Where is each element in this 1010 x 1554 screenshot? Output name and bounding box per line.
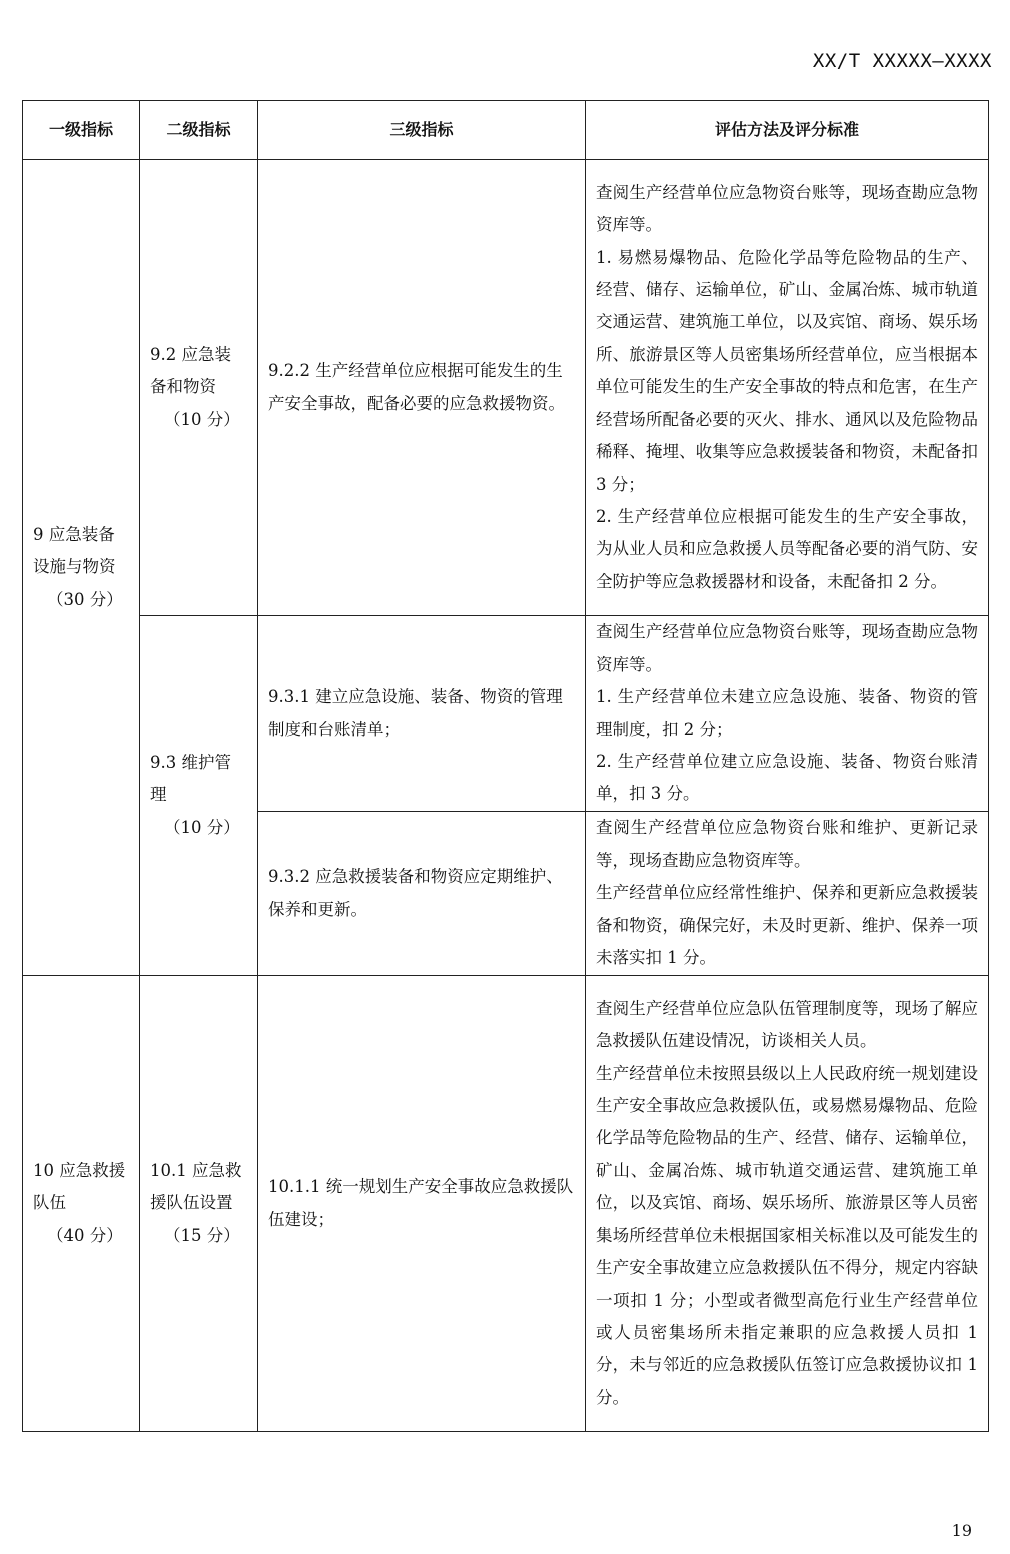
level3-cell-9-3-1: 9.3.1 建立应急设施、装备、物资的管理制度和台账清单； [258, 616, 586, 812]
method-paragraph: 查阅生产经营单位应急队伍管理制度等，现场了解应急救援队伍建设情况，访谈相关人员。 [596, 998, 978, 1051]
method-cell-9-3-1 [586, 616, 989, 812]
header-method: 评估方法及评分标准 [586, 101, 989, 160]
level3-cell-9-2-2: 9.2.2 生产经营单位应根据可能发生的生产安全事故，配备必要的应急救援物资。 [258, 160, 586, 616]
method-paragraph: 2. 生产经营单位应根据可能发生的生产安全事故，为从业人员和应急救援人员等配备必要的消气防、安全防护等应急救援器材和设备，未配备扣 2 分。 [596, 506, 978, 591]
level3-cell-9-3-2: 9.3.2 应急救援装备和物资应定期维护、保养和更新。 [258, 812, 586, 976]
level2-cell-9-2 [140, 160, 258, 616]
level2-title: 10.1 应急救援队伍设置 [150, 1160, 242, 1213]
page-number: 19 [951, 1521, 972, 1540]
level1-score: （30 分） [47, 589, 123, 609]
level1-title: 10 应急救援队伍 [33, 1160, 126, 1213]
level1-score: （40 分） [47, 1225, 123, 1245]
level2-score: （10 分） [164, 409, 240, 429]
method-cell-9-3-2 [586, 812, 989, 976]
level1-cell-10 [23, 976, 140, 1432]
method-paragraph: 2. 生产经营单位建立应急设施、装备、物资台账清单，扣 3 分。 [596, 751, 978, 804]
table-row [23, 616, 989, 812]
document-code: XX/T XXXXX—XXXX [812, 50, 992, 72]
method-paragraph: 查阅生产经营单位应急物资台账等，现场查勘应急物资库等。 [596, 622, 978, 674]
method-paragraph: 1. 生产经营单位未建立应急设施、装备、物资的管理制度，扣 2 分； [596, 687, 978, 739]
method-paragraph: 生产经营单位未按照县级以上人民政府统一规划建设生产安全事故应急救援队伍，或易燃易爆物品、危险化学品等危险物品的生产、经营、储存、运输单位，矿山、金属冶炼、城市轨道交通运营、建筑施工单位，以及宾馆、商场、娱乐场所、旅游景区等人员密集场所经营单位未根据国家相关标准以及可能发生的生产安全事故建立应急救援队伍不得分，规定内容缺一项扣 1 分；小型或者微型高危行业生产经营单位或人员密集场所未指定兼职的应急救援人员扣 1 分，未与邻近的应急救援队伍签订应急救援协议扣 1 分。 [596, 1063, 978, 1407]
method-cell-10-1-1 [586, 976, 989, 1432]
table-row [23, 160, 989, 616]
method-paragraph: 查阅生产经营单位应急物资台账和维护、更新记录等，现场查勘应急物资库等。 [596, 818, 978, 870]
level1-title: 9 应急装备设施与物资 [33, 524, 116, 577]
level2-title: 9.3 维护管理 [150, 752, 231, 805]
level2-score: （15 分） [164, 1225, 240, 1245]
level2-title: 9.2 应急装备和物资 [150, 344, 231, 397]
level2-cell-10-1 [140, 976, 258, 1432]
level3-cell-10-1-1: 10.1.1 统一规划生产安全事故应急救援队伍建设； [258, 976, 586, 1432]
level2-score: （10 分） [164, 817, 240, 837]
level2-cell-9-3 [140, 616, 258, 976]
level1-cell-9 [23, 160, 140, 976]
header-level3: 三级指标 [258, 101, 586, 160]
table-header-row [23, 101, 989, 160]
method-paragraph: 生产经营单位应经常性维护、保养和更新应急救援装备和物资，确保完好，未及时更新、维护、保养一项未落实扣 1 分。 [596, 883, 978, 968]
method-paragraph: 1. 易燃易爆物品、危险化学品等危险物品的生产、经营、储存、运输单位，矿山、金属冶炼、城市轨道交通运营、建筑施工单位，以及宾馆、商场、娱乐场所、旅游景区等人员密集场所经营单位，应当根据本单位可能发生的生产安全事故的特点和危害，在生产经营场所配备必要的灭火、排水、通风以及危险物品稀释、掩埋、收集等应急救援装备和物资，未配备扣 3 分； [596, 247, 978, 494]
method-paragraph: 查阅生产经营单位应急物资台账等，现场查勘应急物资库等。 [596, 182, 978, 235]
header-level1: 一级指标 [23, 101, 140, 160]
method-cell-9-2-2 [586, 160, 989, 616]
table-row [23, 976, 989, 1432]
header-level2: 二级指标 [140, 101, 258, 160]
evaluation-criteria-table [22, 100, 989, 1432]
